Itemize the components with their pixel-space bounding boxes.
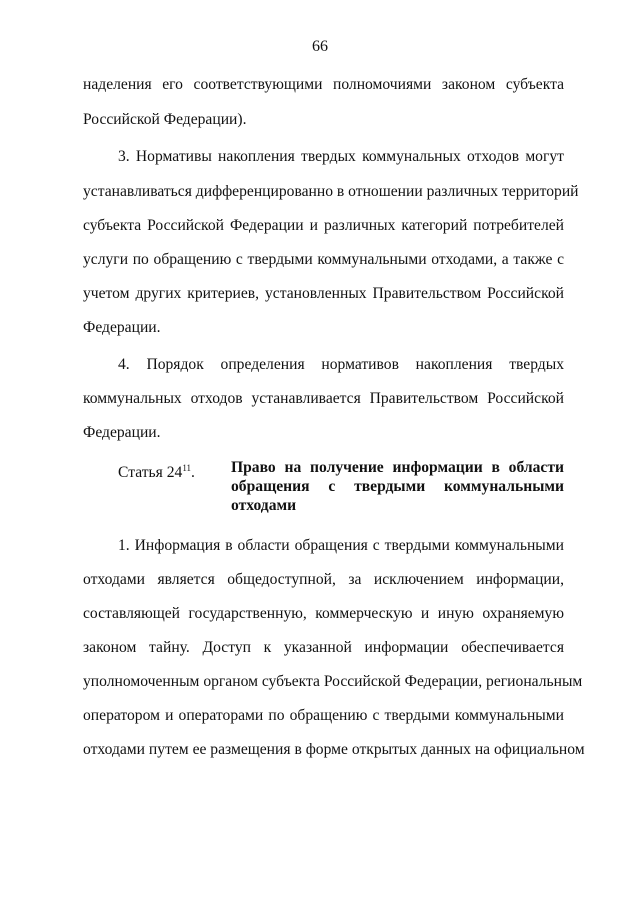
article-title-line: Право на получение информации в области bbox=[231, 459, 564, 476]
paragraph-line: оператором и операторами по обращению с твердыми коммунальными bbox=[83, 707, 564, 724]
article-title-line: отходами bbox=[231, 497, 297, 514]
article-number: Статья 24 bbox=[118, 464, 183, 481]
article-label-suffix: . bbox=[190, 464, 195, 481]
paragraph-line: субъекта Российской Федерации и различных категорий потребителей bbox=[83, 217, 564, 234]
article-number-superscript: 11 bbox=[182, 463, 191, 473]
paragraph-line: учетом других критериев, установленных Правительством Российской bbox=[83, 285, 564, 302]
paragraph-line: наделения его соответствующими полномочиями законом субъекта bbox=[83, 76, 564, 93]
page-number: 66 bbox=[312, 38, 328, 55]
paragraph-line: отходами является общедоступной, за исключением информации, bbox=[83, 571, 564, 588]
article-label bbox=[118, 458, 195, 483]
paragraph-line: отходами путем ее размещения в форме открытых данных на официальном bbox=[83, 741, 585, 758]
paragraph-line: Федерации. bbox=[83, 319, 161, 336]
paragraph-line: Федерации. bbox=[83, 424, 161, 441]
paragraph-line: устанавливаться дифференцированно в отношении различных территорий bbox=[83, 183, 579, 200]
paragraph-line: составляющей государственную, коммерческую и иную охраняемую bbox=[83, 605, 564, 622]
paragraph-line: уполномоченным органом субъекта Российской Федерации, региональным bbox=[83, 673, 583, 690]
paragraph-line: 4. Порядок определения нормативов накопления твердых bbox=[118, 356, 564, 373]
paragraph-line: Российской Федерации). bbox=[83, 111, 247, 128]
paragraph-line: 3. Нормативы накопления твердых коммунальных отходов могут bbox=[118, 148, 564, 165]
paragraph-line: законом тайну. Доступ к указанной информации обеспечивается bbox=[83, 639, 564, 656]
paragraph-line: услуги по обращению с твердыми коммунальными отходами, а также с bbox=[83, 251, 564, 268]
paragraph-line: коммунальных отходов устанавливается Правительством Российской bbox=[83, 390, 564, 407]
article-title-line: обращения с твердыми коммунальными bbox=[231, 478, 564, 495]
paragraph-line: 1. Информация в области обращения с твердыми коммунальными bbox=[118, 537, 564, 554]
